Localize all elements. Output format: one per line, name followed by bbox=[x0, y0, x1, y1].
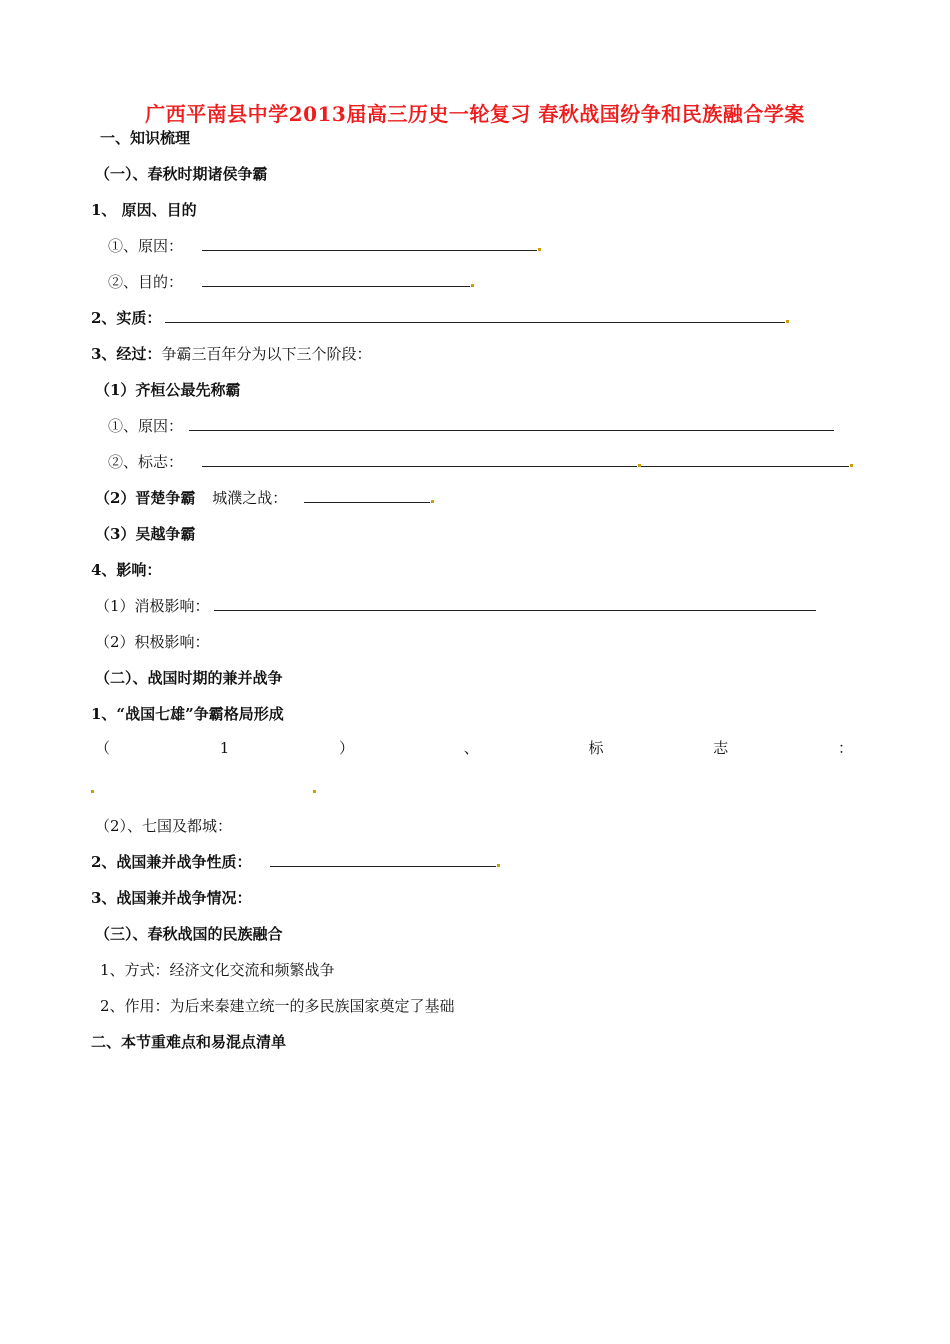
sec2-heading: （二）、战国时期的兼并战争 bbox=[95, 669, 283, 687]
mark-dot bbox=[313, 790, 316, 793]
document-title: 广西平南县中学2013届高三历史一轮复习 春秋战国纷争和民族融合学案 bbox=[145, 102, 805, 126]
capitals-label: （2）、七国及都城： bbox=[95, 817, 233, 835]
negative-row bbox=[95, 596, 816, 616]
qi-mark-blank-2[interactable] bbox=[641, 453, 849, 467]
jinchu-row bbox=[95, 488, 434, 508]
purpose-label: ②、目的： bbox=[108, 273, 184, 291]
process-text: 争霸三百年分为以下三个阶段： bbox=[161, 345, 372, 363]
essence-row bbox=[91, 308, 789, 328]
cause-row bbox=[108, 236, 541, 256]
mark-dot bbox=[538, 248, 541, 251]
chengpu-label: 城濮之战： bbox=[212, 489, 288, 507]
part2-heading: 二、本节重难点和易混点清单 bbox=[91, 1033, 287, 1051]
sec3-role: 2、作用：为后来秦建立统一的多民族国家奠定了基础 bbox=[100, 997, 455, 1015]
spread-char: 、 bbox=[463, 739, 479, 757]
qi-cause-row bbox=[108, 416, 834, 436]
negative-label: （1）消极影响： bbox=[95, 597, 210, 615]
sec1-item1: 1、 原因、目的 bbox=[91, 201, 197, 219]
nature-label: 2、战国兼并战争性质： bbox=[91, 853, 252, 871]
positive-label: （2）积极影响： bbox=[95, 633, 210, 651]
cause-blank[interactable] bbox=[202, 237, 537, 251]
cause-label: ①、原因： bbox=[108, 237, 184, 255]
wuyue-heading: （3）吴越争霸 bbox=[95, 525, 196, 543]
spread-char: ） bbox=[339, 739, 355, 757]
mark-dot bbox=[91, 790, 94, 793]
justified-mark-line bbox=[95, 738, 853, 758]
sec1-heading: （一）、春秋时期诸侯争霸 bbox=[95, 165, 268, 183]
qi-cause-blank[interactable] bbox=[189, 417, 834, 431]
process-row bbox=[91, 344, 371, 364]
qi-heading: （1）齐桓公最先称霸 bbox=[95, 381, 241, 399]
qi-cause-label: ①、原因： bbox=[108, 417, 184, 435]
qi-mark-blank-1[interactable] bbox=[202, 453, 637, 467]
spread-char: （ bbox=[95, 739, 111, 757]
negative-blank[interactable] bbox=[214, 597, 816, 611]
part1-heading: 一、知识梳理 bbox=[100, 129, 191, 147]
jinchu-heading: （2）晋楚争霸 bbox=[95, 489, 196, 507]
situation-heading: 3、战国兼并战争情况： bbox=[91, 889, 252, 907]
mark-dot bbox=[786, 320, 789, 323]
qi-mark-row bbox=[108, 452, 853, 472]
nature-blank[interactable] bbox=[270, 853, 496, 867]
purpose-blank[interactable] bbox=[202, 273, 470, 287]
nature-row bbox=[91, 852, 500, 872]
spread-char: ： bbox=[837, 739, 853, 757]
essence-label: 2、实质： bbox=[91, 309, 162, 327]
mark-dot bbox=[431, 500, 434, 503]
mark-answer-row bbox=[90, 778, 316, 798]
mark-dot bbox=[471, 284, 474, 287]
mark-dot bbox=[497, 864, 500, 867]
sec2-item1: 1、“战国七雄”争霸格局形成 bbox=[91, 705, 284, 723]
spread-char: 志 bbox=[713, 739, 729, 757]
sec3-way: 1、方式：经济文化交流和频繁战争 bbox=[100, 961, 335, 979]
process-label: 3、经过： bbox=[91, 345, 162, 363]
spread-char: 1 bbox=[219, 739, 230, 757]
chengpu-blank[interactable] bbox=[304, 489, 430, 503]
purpose-row bbox=[108, 272, 474, 292]
qi-mark-label: ②、标志： bbox=[108, 453, 184, 471]
influence-heading: 4、影响： bbox=[91, 561, 162, 579]
mark-dot bbox=[850, 464, 853, 467]
spread-char: 标 bbox=[588, 739, 604, 757]
essence-blank[interactable] bbox=[165, 309, 785, 323]
sec3-heading: （三）、春秋战国的民族融合 bbox=[95, 925, 283, 943]
